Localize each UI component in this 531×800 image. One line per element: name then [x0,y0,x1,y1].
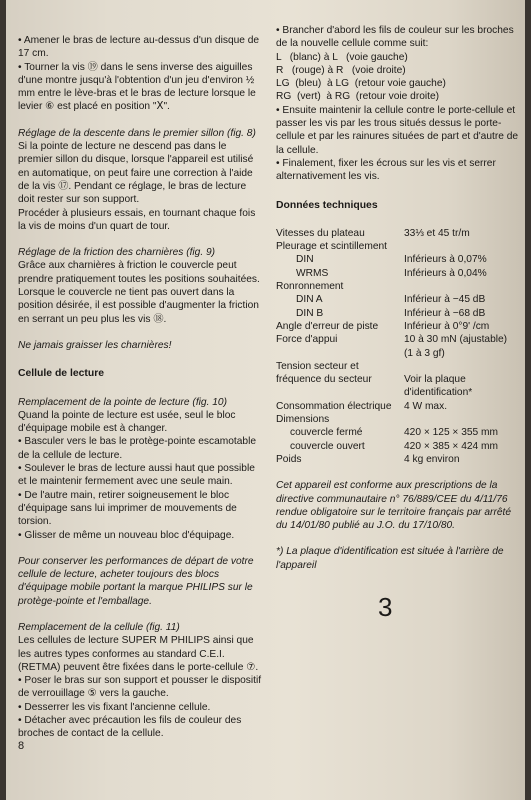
spec-value: 420 × 385 × 424 mm [404,440,499,452]
spec-value: 10 à 30 mN (ajustable) [404,334,508,346]
spec-label: Ronronnement [276,281,344,293]
spec-value [404,280,521,293]
wire-row: RG (vert) à RG (retour voie droite) [276,91,440,103]
paragraph: Grâce aux charnières à friction le couvercle peut prendre pratiquement toutes les positions souhaitées. Lorsque le couvercle ne tient pas ouvert dans la position désirée, il est possible d'augmenter la friction en serrant un peu plus les vis ⑱. [18,260,260,325]
spec-value: 4 W max. [404,400,448,412]
spec-label: couvercle ouvert [290,440,365,452]
wire-row: R (rouge) à R (voie droite) [276,64,406,76]
wire-row: L (blanc) à L (voie gauche) [276,51,408,63]
spec-label: DIN [296,254,314,266]
spec-label [276,347,404,360]
list-item: • Desserrer les vis fixant l'ancienne cellule. [18,701,211,713]
section-title: Réglage de la friction des charnières (fig. 9) [18,247,216,259]
spec-value: Inférieur à −45 dB [404,294,486,306]
spec-value: Inférieur à −68 dB [404,307,486,319]
spec-value: (1 à 3 gf) [404,347,445,359]
section-heading: Cellule de lecture [18,368,105,380]
section-title: Remplacement de la pointe de lecture (fig. 10) [18,396,227,408]
paragraph: Les cellules de lecture SUPER M PHILIPS ainsi que les autres types conformes au standard C.E.I. (RETMA) peuvent être fixées dans le porte-cellule ⑦. [18,635,259,673]
warning-text: Ne jamais graisser les charnières! [18,339,172,351]
paragraph: Procéder à plusieurs essais, en tournant chaque fois la vis de moins d'un quart de tour. [18,207,256,232]
spec-value: Inférieur à 0°9' /cm [404,320,490,332]
spec-label: WRMS [296,267,329,279]
spec-label: Angle d'erreur de piste [276,320,379,332]
spec-label: Pleurage et scintillement [276,241,387,253]
spec-table [276,227,521,466]
spec-value [404,413,521,426]
spec-label: couvercle fermé [290,427,363,439]
spec-value: 33⅓ et 45 tr/m [404,227,470,239]
paragraph: Quand la pointe de lecture est usée, seul le bloc d'équipage mobile est à changer. [18,409,236,435]
spec-value [404,360,521,373]
manual-page [6,0,525,800]
spec-label: fréquence du secteur [276,374,372,386]
paragraph: Si la pointe de lecture ne descend pas dans le premier sillon du disque, lorsque l'appareil est utilisé en automatique, on peut faire une correction à l'aide de la vis ⑰. Pendant ce réglage, le bras de lecture doit rester sur son support. [18,141,254,206]
spec-label: DIN B [296,307,324,319]
spec-label: Poids [276,453,302,465]
paragraph: • Brancher d'abord les fils de couleur sur les broches de la nouvelle cellule comme suit: [276,25,514,50]
spec-value [404,240,521,253]
left-column [18,34,263,741]
spec-label: Force d'appui [276,334,338,346]
section-heading: Données techniques [276,199,378,211]
paragraph: • Ensuite maintenir la cellule contre le porte-cellule et passer les vis par les trous situés dessus le porte-cellule et par les rainures situées de part et d'autre de la cellule. [276,104,519,156]
spec-label: DIN A [296,294,323,306]
paragraph: • Finalement, fixer les écrous sur les vis et serrer alternativement les vis. [276,157,496,183]
list-item: • Poser le bras sur son support et pousser le dispositif de verrouillage ⑤ vers la gauche. [18,675,262,700]
spec-value: 4 kg environ [404,453,460,465]
wire-list [276,51,521,104]
wire-row: LG (bleu) à LG (retour voie gauche) [276,78,446,90]
conformity-note: Cet appareil est conforme aux prescriptions de la directive communautaire n° 76/889/CEE du 4/11/76 rendue obligatoire sur le territoire français par arrêté du 14/01/80 publié au J.O. du 17/10/80. [276,480,511,532]
list-item: • Soulever le bras de lecture aussi haut que possible et le maintenir fermement avec une seule main. [18,463,255,488]
section-title: Réglage de la descente dans le premier sillon (fig. 8) [18,127,256,139]
list-item: • Basculer vers le bas le protège-pointe escamotable de la cellule de lecture. [18,436,257,461]
spec-label: Tension secteur et [276,360,359,372]
handwritten-page-marker: 3 [378,592,393,622]
spec-label: Consommation électrique [276,400,392,412]
footnote: *) La plaque d'identification est située à l'arrière de l'appareil [276,546,504,571]
spec-label: Dimensions [276,414,330,426]
list-item: • Glisser de même un nouveau bloc d'équipage. [18,529,235,541]
page-number: 8 [18,740,25,752]
spec-value: Inférieurs à 0,04% [404,267,487,279]
list-item: • De l'autre main, retirer soigneusement le bloc d'équipage sans lui imprimer de mouvements de torsion. [18,489,237,528]
spec-value: Inférieurs à 0,07% [404,254,487,266]
paragraph: Pour conserver les performances de départ de votre cellule de lecture, acheter toujours des blocs d'équipage mobile portant la marque PHILIPS sur le protège-pointe et l'emballage. [18,555,254,607]
paragraph: • Amener le bras de lecture au-dessus d'un disque de 17 cm. [18,35,260,60]
paragraph: • Tourner la vis ⑲ dans le sens inverse des aiguilles d'une montre jusqu'à l'obtention d'un jeu d'environ ½ mm entre le lève-bras et le bras de lecture lorsque le levier ⑥ est placé en position "Ⅹ". [18,61,256,113]
right-column [276,24,521,572]
section-title: Remplacement de la cellule (fig. 11) [18,621,180,633]
spec-label: Vitesses du plateau [276,227,365,239]
spec-value: 420 × 125 × 355 mm [404,427,499,439]
list-item: • Détacher avec précaution les fils de couleur des broches de contact de la cellule. [18,715,242,740]
spec-value: Voir la plaque d'identification* [404,374,473,399]
